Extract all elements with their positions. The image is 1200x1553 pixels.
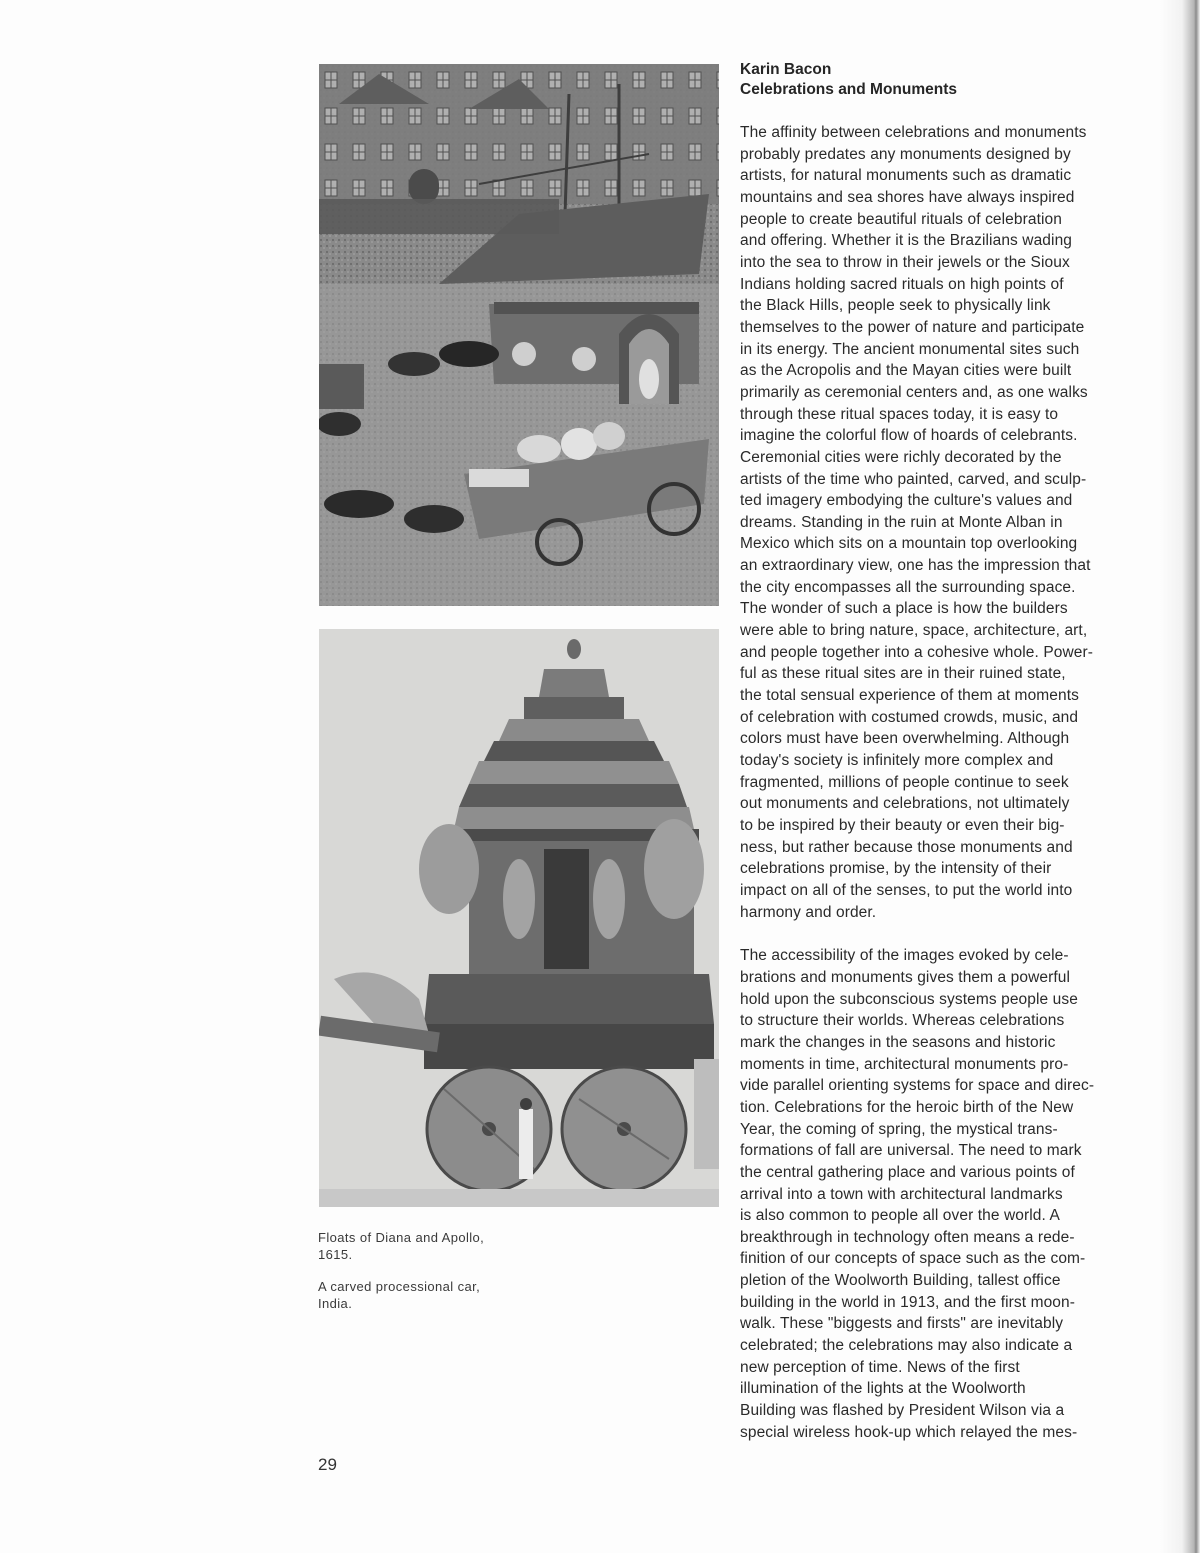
paragraph-gap [740, 923, 1150, 945]
text-line: finition of our concepts of space such as the com- [740, 1250, 1086, 1268]
text-line: Indians holding sacred rituals on high points of [740, 275, 1064, 293]
caption-floats-line-1: Floats of Diana and Apollo, [318, 1230, 485, 1245]
temple-car-illustration [319, 629, 719, 1207]
caption-floats-line-2: 1615. [318, 1247, 353, 1262]
text-line: arrival into a town with architectural landmarks [740, 1185, 1063, 1203]
text-line: ted imagery embodying the culture's values and [740, 492, 1073, 510]
text-line: breakthrough in technology often means a rede- [740, 1228, 1075, 1246]
text-line: primarily as ceremonial centers and, as one walks [740, 383, 1088, 401]
text-line: ness, but rather because those monuments and [740, 838, 1073, 856]
caption-floats [318, 1229, 538, 1263]
text-line: the central gathering place and various points of [740, 1163, 1075, 1181]
text-line: mark the changes in the seasons and historic [740, 1033, 1056, 1051]
text-line: brations and monuments gives them a powerful [740, 968, 1071, 986]
text-line: were able to bring nature, space, architecture, art, [740, 622, 1088, 640]
paragraph [740, 945, 1150, 1443]
caption-car-line-1: A carved processional car, [318, 1279, 481, 1294]
text-line: into the sea to throw in their jewels or the Sioux [740, 253, 1070, 271]
figure-floats-painting [319, 64, 719, 606]
text-line: colors must have been overwhelming. Although [740, 730, 1070, 748]
text-line: The accessibility of the images evoked by cele- [740, 947, 1069, 965]
text-line: tion. Celebrations for the heroic birth of the New [740, 1098, 1074, 1116]
text-line: building in the world in 1913, and the first moon- [740, 1293, 1076, 1311]
text-line: and offering. Whether it is the Brazilians wading [740, 232, 1073, 250]
article-author: Karin Bacon [740, 61, 832, 78]
text-line: probably predates any monuments designed by [740, 145, 1071, 163]
text-line: pletion of the Woolworth Building, tallest office [740, 1272, 1061, 1290]
text-line: the total sensual experience of them at moments [740, 687, 1079, 705]
paragraph [740, 122, 1150, 923]
text-line: and people together into a cohesive whole. Power- [740, 643, 1094, 661]
text-line: artists, for natural monuments such as dramatic [740, 167, 1072, 185]
text-line: The wonder of such a place is how the builders [740, 600, 1068, 618]
page-number: 29 [318, 1455, 337, 1474]
text-line: celebrated; the celebrations may also indicate a [740, 1337, 1073, 1355]
figure-captions [318, 1229, 538, 1327]
page-edge-shadow [1160, 0, 1200, 1553]
text-line: Building was flashed by President Wilson via a [740, 1402, 1065, 1420]
text-line: artists of the time who painted, carved, and sculp- [740, 470, 1087, 488]
text-line: dreams. Standing in the ruin at Monte Alban in [740, 513, 1063, 531]
text-line: Ceremonial cities were richly decorated by the [740, 448, 1062, 466]
text-line: impact on all of the senses, to put the world into [740, 881, 1073, 899]
text-line: illumination of the lights at the Woolworth [740, 1380, 1026, 1398]
text-line: Mexico which sits on a mountain top overlooking [740, 535, 1078, 553]
text-line: an extraordinary view, one has the impression that [740, 557, 1091, 575]
text-line: Year, the coming of spring, the mystical trans- [740, 1120, 1058, 1138]
floats-painting-illustration [319, 64, 719, 606]
text-line: is also common to people all over the world. A [740, 1207, 1060, 1225]
text-line: formations of fall are universal. The need to mark [740, 1142, 1082, 1160]
text-line: vide parallel orienting systems for space and direc- [740, 1077, 1095, 1095]
text-line: hold upon the subconscious systems people use [740, 990, 1078, 1008]
text-line: walk. These "biggests and firsts" are inevitably [740, 1315, 1064, 1333]
text-line: to structure their worlds. Whereas celebrations [740, 1012, 1065, 1030]
text-line: out monuments and celebrations, not ultimately [740, 795, 1070, 813]
article-body [740, 122, 1150, 1443]
article [740, 60, 1150, 1443]
caption-car-line-2: India. [318, 1296, 353, 1311]
text-line: today's society is infinitely more complex and [740, 752, 1054, 770]
text-line: ful as these ritual sites are in their ruined state, [740, 665, 1066, 683]
text-line: imagine the colorful flow of hoards of celebrants. [740, 427, 1078, 445]
text-line: mountains and sea shores have always inspired [740, 188, 1075, 206]
text-line: fragmented, millions of people continue to seek [740, 773, 1069, 791]
text-line: themselves to the power of nature and participate [740, 318, 1085, 336]
text-line: as the Acropolis and the Mayan cities were built [740, 362, 1072, 380]
caption-temple-car [318, 1278, 538, 1312]
text-line: moments in time, architectural monuments pro- [740, 1055, 1069, 1073]
text-line: harmony and order. [740, 903, 877, 921]
text-line: special wireless hook-up which relayed the mes- [740, 1423, 1078, 1441]
figure-temple-car-photo [319, 629, 719, 1207]
article-title: Celebrations and Monuments [740, 81, 958, 98]
text-line: people to create beautiful rituals of celebration [740, 210, 1062, 228]
text-line: the Black Hills, people seek to physically link [740, 297, 1051, 315]
text-line: in its energy. The ancient monumental sites such [740, 340, 1080, 358]
text-line: celebrations promise, by the intensity of their [740, 860, 1052, 878]
text-line: new perception of time. News of the first [740, 1358, 1020, 1376]
text-line: through these ritual spaces today, it is easy to [740, 405, 1059, 423]
text-line: of celebration with costumed crowds, music, and [740, 708, 1079, 726]
text-line: to be inspired by their beauty or even their big- [740, 817, 1065, 834]
text-line: The affinity between celebrations and monuments [740, 124, 1087, 141]
text-line: the city encompasses all the surrounding space. [740, 578, 1076, 596]
